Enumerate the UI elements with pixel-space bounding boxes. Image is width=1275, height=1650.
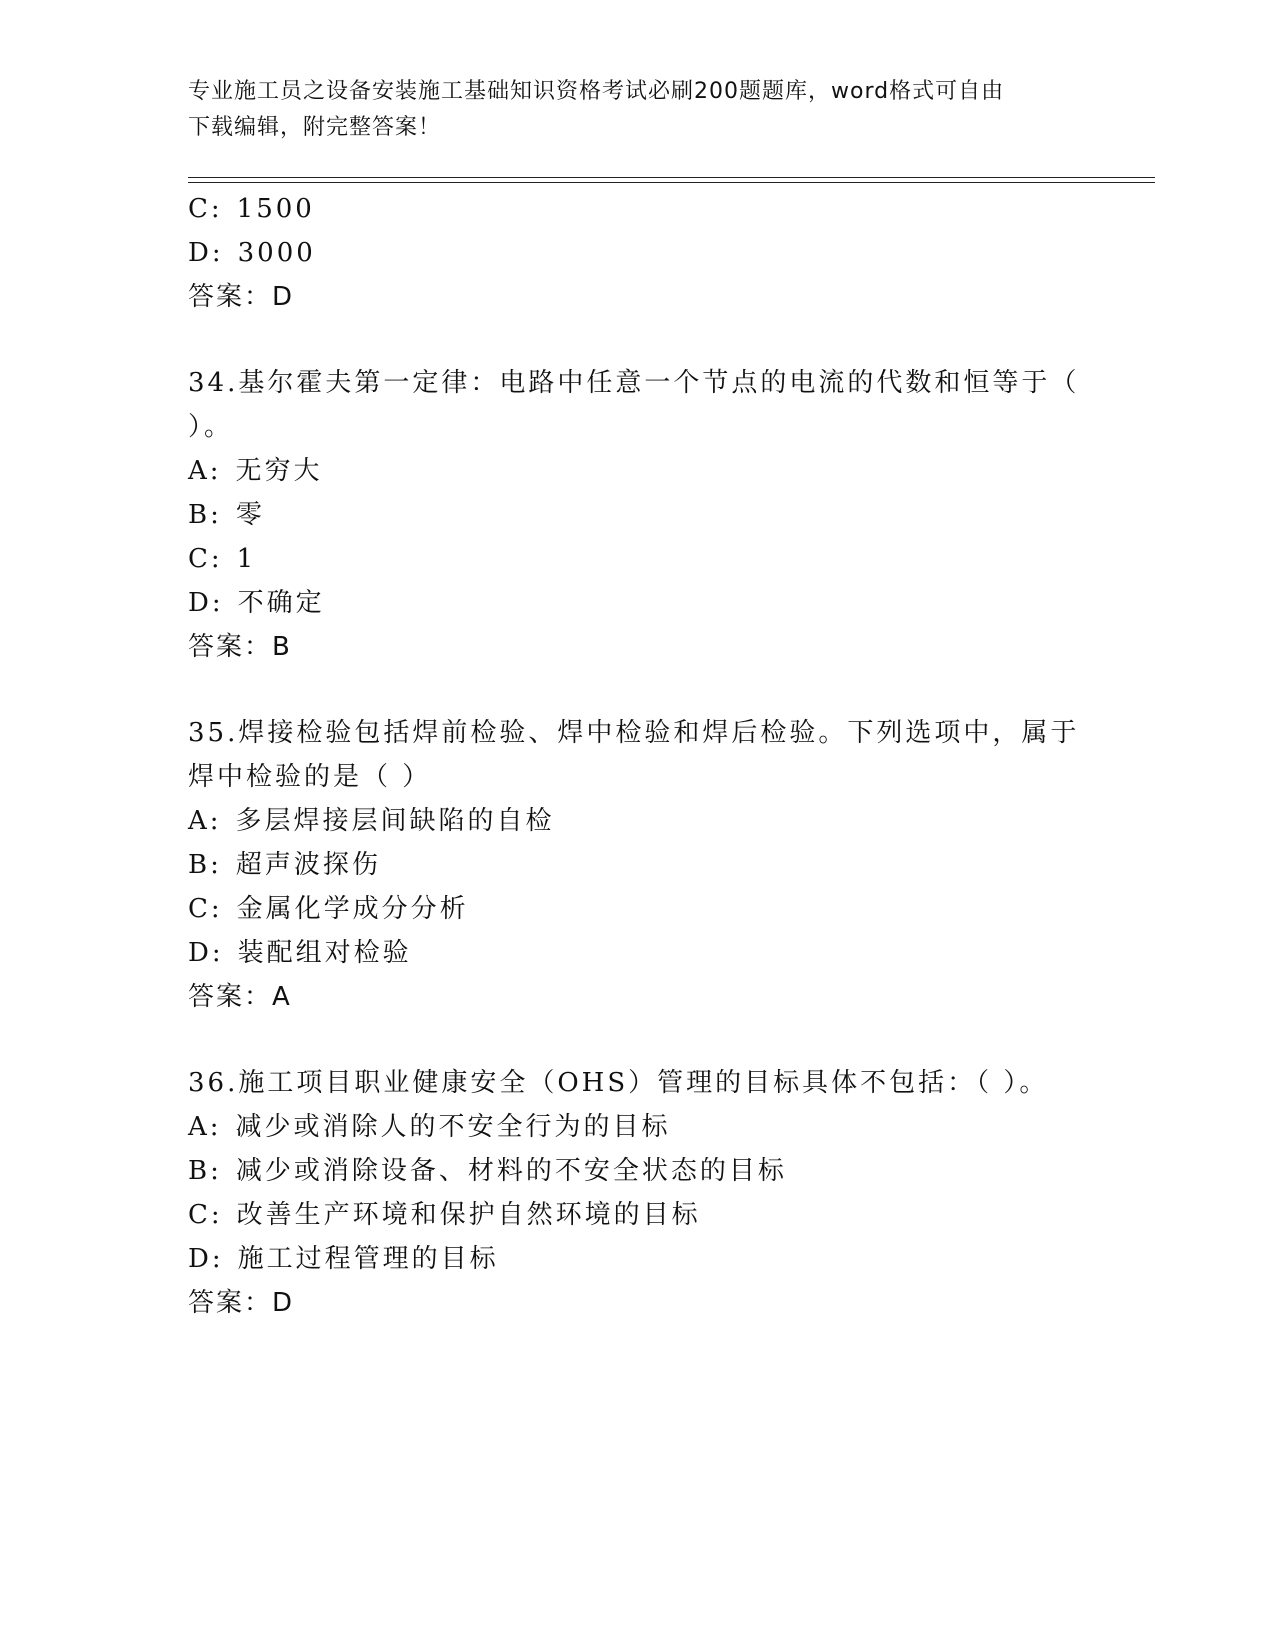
prev-option-d [188, 236, 316, 270]
question-36-option-b [188, 1154, 787, 1188]
option-label: D: [188, 938, 224, 968]
question-34-answer: 答案：B [188, 632, 292, 662]
option-label: A: [188, 1112, 222, 1142]
question-34-option-a [188, 454, 323, 488]
document-header [188, 74, 1088, 146]
option-label: A: [188, 806, 222, 836]
option-text: 无穷大 [235, 456, 323, 486]
header-line-1: 专业施工员之设备安装施工基础知识资格考试必刷200题题库，word格式可自由 [188, 79, 1005, 104]
question-35-option-c [188, 892, 469, 926]
option-text: 金属化学成分分析 [236, 894, 469, 924]
option-text: 1 [236, 544, 257, 574]
question-35-answer: 答案：A [188, 982, 292, 1012]
question-36-option-d [188, 1242, 499, 1276]
option-label: B: [188, 1156, 222, 1186]
question-35-stem-line-1: 35.焊接检验包括焊前检验、焊中检验和焊后检验。下列选项中，属于 [188, 718, 1080, 748]
option-text: 施工过程管理的目标 [237, 1244, 499, 1274]
question-34-stem-line-1: 34.基尔霍夫第一定律：电路中任意一个节点的电流的代数和恒等于（ [188, 368, 1080, 398]
option-text: 多层焊接层间缺陷的自检 [235, 806, 555, 836]
option-text: 减少或消除人的不安全行为的目标 [235, 1112, 671, 1142]
question-35-option-d [188, 936, 412, 970]
question-36-option-a [188, 1110, 671, 1144]
question-36-option-c [188, 1198, 701, 1232]
question-35-option-b [188, 848, 381, 882]
option-text: 超声波探伤 [235, 850, 381, 880]
option-label: D: [188, 588, 224, 618]
option-label: D: [188, 238, 224, 268]
option-text: 不确定 [237, 588, 325, 618]
question-35-option-a [188, 804, 555, 838]
option-label: C: [188, 194, 223, 224]
option-text: 减少或消除设备、材料的不安全状态的目标 [235, 1156, 787, 1186]
option-label: B: [188, 850, 222, 880]
header-divider-top [188, 177, 1155, 178]
option-text: 3000 [237, 238, 316, 268]
option-text: 改善生产环境和保护自然环境的目标 [236, 1200, 701, 1230]
option-label: A: [188, 456, 222, 486]
option-label: B: [188, 500, 222, 530]
header-divider-bottom [188, 182, 1155, 183]
option-text: 零 [235, 500, 265, 530]
prev-answer: 答案：D [188, 282, 295, 312]
option-text: 装配组对检验 [237, 938, 412, 968]
prev-option-c [188, 192, 315, 226]
question-36-answer: 答案：D [188, 1288, 295, 1318]
question-36-stem: 36.施工项目职业健康安全（OHS）管理的目标具体不包括：（ ）。 [188, 1068, 1049, 1098]
header-line-2: 下载编辑，附完整答案！ [188, 115, 442, 140]
question-35-stem-line-2: 焊中检验的是（ ） [188, 762, 432, 792]
option-label: C: [188, 1200, 223, 1230]
option-label: C: [188, 894, 223, 924]
option-text: 1500 [236, 194, 315, 224]
question-34-option-d [188, 586, 325, 620]
question-34-option-b [188, 498, 265, 532]
option-label: D: [188, 1244, 224, 1274]
question-34-option-c [188, 542, 256, 576]
option-label: C: [188, 544, 223, 574]
question-34-stem-line-2: ）。 [188, 412, 234, 442]
